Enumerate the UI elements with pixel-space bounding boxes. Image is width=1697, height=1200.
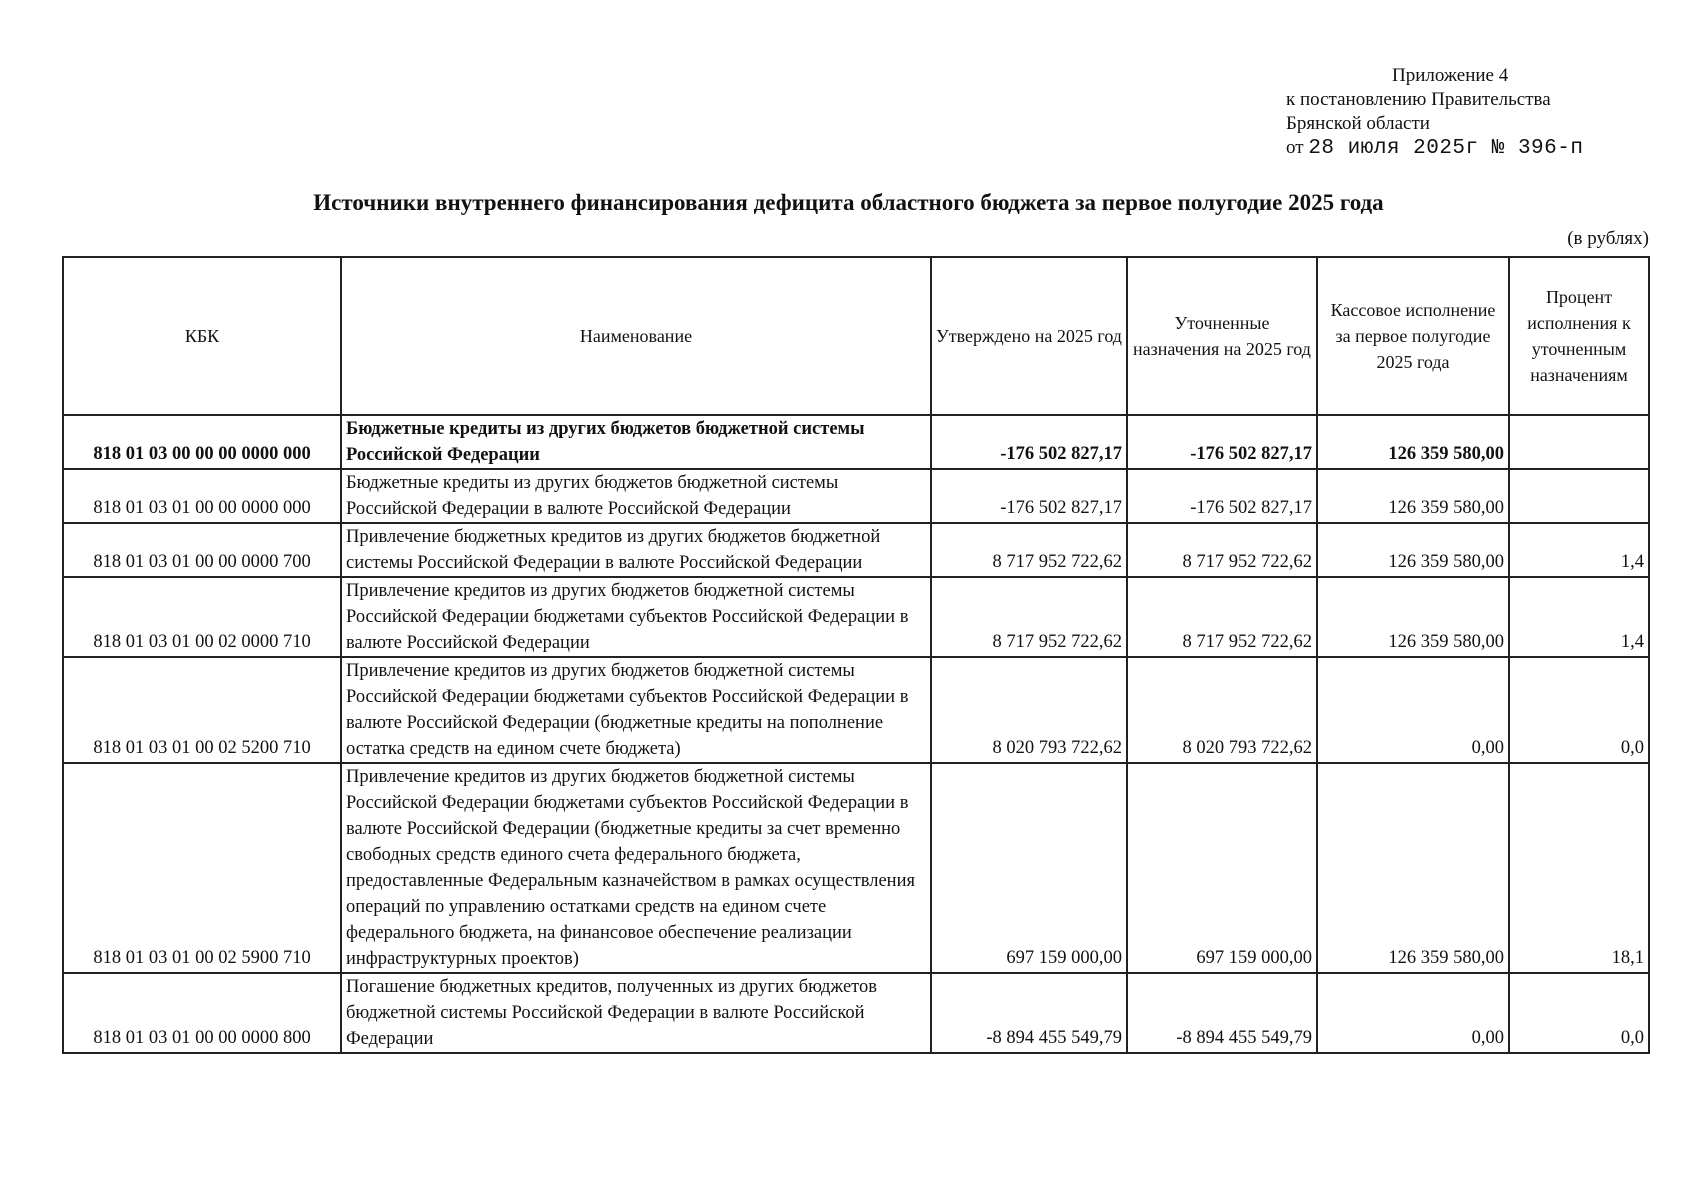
cell-refined: -176 502 827,17 bbox=[1127, 415, 1317, 469]
cell-percent bbox=[1509, 415, 1649, 469]
cell-kbk: 818 01 03 01 00 02 0000 710 bbox=[63, 577, 341, 657]
cell-refined: 8 020 793 722,62 bbox=[1127, 657, 1317, 763]
cell-name: Погашение бюджетных кредитов, полученных из других бюджетов бюджетной системы Российской Федерации в валюте Российской Федерации bbox=[341, 973, 931, 1053]
header-approved: Утверждено на 2025 год bbox=[931, 257, 1127, 415]
table-row bbox=[63, 973, 1649, 1053]
cell-name: Бюджетные кредиты из других бюджетов бюджетной системы Российской Федерации bbox=[341, 415, 931, 469]
header-cash: Кассовое исполнение за первое полугодие 2025 года bbox=[1317, 257, 1509, 415]
cell-kbk: 818 01 03 01 00 00 0000 700 bbox=[63, 523, 341, 577]
appendix-region: Брянской области bbox=[1286, 113, 1430, 134]
header-name: Наименование bbox=[341, 257, 931, 415]
cell-approved: -8 894 455 549,79 bbox=[931, 973, 1127, 1053]
cell-cash: 126 359 580,00 bbox=[1317, 577, 1509, 657]
cell-cash: 126 359 580,00 bbox=[1317, 763, 1509, 973]
cell-percent: 0,0 bbox=[1509, 973, 1649, 1053]
cell-name: Бюджетные кредиты из других бюджетов бюджетной системы Российской Федерации в валюте Российской Федерации bbox=[341, 469, 931, 523]
cell-approved: 8 020 793 722,62 bbox=[931, 657, 1127, 763]
table-row bbox=[63, 415, 1649, 469]
cell-refined: 8 717 952 722,62 bbox=[1127, 523, 1317, 577]
appendix-date-prefix: от bbox=[1286, 137, 1304, 158]
cell-approved: 8 717 952 722,62 bbox=[931, 523, 1127, 577]
table-row bbox=[63, 523, 1649, 577]
header-percent: Процент исполнения к уточненным назначениям bbox=[1509, 257, 1649, 415]
table-row bbox=[63, 657, 1649, 763]
cell-kbk: 818 01 03 01 00 02 5200 710 bbox=[63, 657, 341, 763]
cell-approved: -176 502 827,17 bbox=[931, 469, 1127, 523]
header-kbk: КБК bbox=[63, 257, 341, 415]
cell-name: Привлечение кредитов из других бюджетов бюджетной системы Российской Федерации бюджетами субъектов Российской Федерации в валюте Российской Федерации (бюджетные кредиты за счет временно свободных средств единого счета федерального бюджета, предоставленные Федеральным казначейством в рамках осуществления операций по управлению остатками средств на едином счете федерального бюджета, на финансовое обеспечение реализации инфраструктурных проектов) bbox=[341, 763, 931, 973]
cell-kbk: 818 01 03 01 00 00 0000 000 bbox=[63, 469, 341, 523]
cell-percent bbox=[1509, 469, 1649, 523]
cell-name: Привлечение кредитов из других бюджетов бюджетной системы Российской Федерации бюджетами субъектов Российской Федерации в валюте Российской Федерации (бюджетные кредиты на пополнение остатка средств на едином счете бюджета) bbox=[341, 657, 931, 763]
cell-percent: 1,4 bbox=[1509, 523, 1649, 577]
table-row bbox=[63, 763, 1649, 973]
cell-cash: 0,00 bbox=[1317, 657, 1509, 763]
cell-refined: -176 502 827,17 bbox=[1127, 469, 1317, 523]
cell-refined: 8 717 952 722,62 bbox=[1127, 577, 1317, 657]
appendix-resolution: к постановлению Правительства bbox=[1286, 89, 1551, 110]
table-header-row bbox=[63, 257, 1649, 415]
cell-percent: 0,0 bbox=[1509, 657, 1649, 763]
units-note: (в рублях) bbox=[1567, 228, 1649, 249]
table-row bbox=[63, 469, 1649, 523]
cell-refined: -8 894 455 549,79 bbox=[1127, 973, 1317, 1053]
cell-refined: 697 159 000,00 bbox=[1127, 763, 1317, 973]
cell-cash: 126 359 580,00 bbox=[1317, 415, 1509, 469]
appendix-number: Приложение 4 bbox=[1392, 65, 1509, 86]
appendix-date-value: 28 июля 2025г № 396-п bbox=[1308, 137, 1584, 160]
cell-name: Привлечение кредитов из других бюджетов бюджетной системы Российской Федерации бюджетами субъектов Российской Федерации в валюте Российской Федерации bbox=[341, 577, 931, 657]
cell-percent: 1,4 bbox=[1509, 577, 1649, 657]
cell-approved: 8 717 952 722,62 bbox=[931, 577, 1127, 657]
cell-cash: 0,00 bbox=[1317, 973, 1509, 1053]
cell-kbk: 818 01 03 01 00 00 0000 800 bbox=[63, 973, 341, 1053]
document-title: Источники внутреннего финансирования дефицита областного бюджета за первое полугодие 2025 года bbox=[313, 190, 1384, 215]
cell-cash: 126 359 580,00 bbox=[1317, 469, 1509, 523]
appendix-block bbox=[1286, 64, 1583, 161]
cell-approved: -176 502 827,17 bbox=[931, 415, 1127, 469]
cell-approved: 697 159 000,00 bbox=[931, 763, 1127, 973]
header-refined: Уточненные назначения на 2025 год bbox=[1127, 257, 1317, 415]
financing-sources-table bbox=[62, 256, 1650, 1054]
cell-percent: 18,1 bbox=[1509, 763, 1649, 973]
appendix-date-line bbox=[1286, 136, 1583, 161]
cell-kbk: 818 01 03 00 00 00 0000 000 bbox=[63, 415, 341, 469]
cell-cash: 126 359 580,00 bbox=[1317, 523, 1509, 577]
table-row bbox=[63, 577, 1649, 657]
cell-kbk: 818 01 03 01 00 02 5900 710 bbox=[63, 763, 341, 973]
cell-name: Привлечение бюджетных кредитов из других бюджетов бюджетной системы Российской Федерации в валюте Российской Федерации bbox=[341, 523, 931, 577]
